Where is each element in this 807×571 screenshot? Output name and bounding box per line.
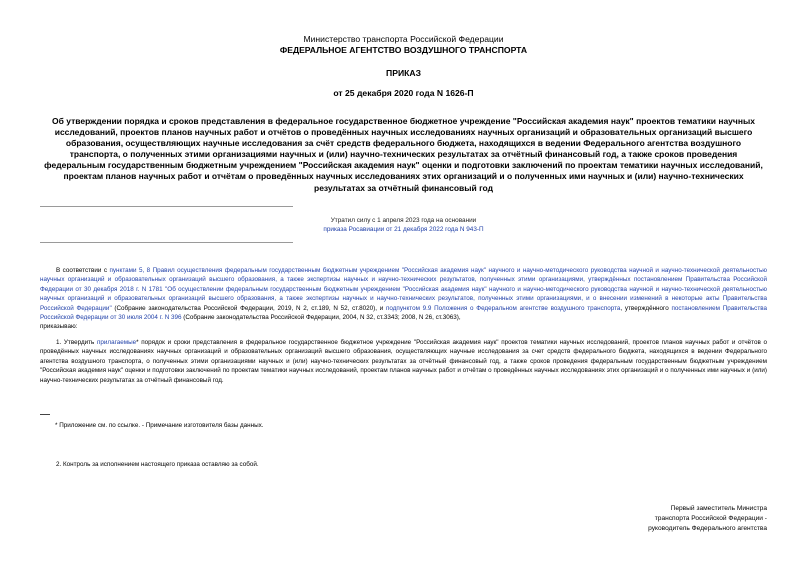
- expiry-notice: [0, 216, 807, 234]
- paragraph-approve-text-1: 1. Утвердить: [56, 339, 97, 346]
- order-label: ПРИКАЗ: [386, 68, 421, 78]
- signature-line-3: руководитель Федерального агентства: [648, 525, 767, 532]
- attached-procedure-link[interactable]: прилагаемые: [96, 339, 137, 346]
- document-header: [0, 34, 807, 56]
- footnote-divider: [40, 414, 50, 415]
- paragraph-basis-text-3: , утверждённого: [620, 304, 672, 312]
- paragraph-approve-text-2: * порядок и сроки представления в федеральное государственное бюджетное учреждение "Российская академия наук" проектов тематики научных исследований, проектов планов научных работ и отчётов о проведённых научных исследованиях научных организаций и образовательных организаций высшего образования, осуществляющих научные исследования за счет средств федерального бюджета, находящихся в ведении Федерального агентства воздушного транспорта, о полученных этими организациями научных и (или) научно-технических результатах за отчётный финансовый год, а также сроков проведения федеральным государственным бюджетным учреждением "Российская академия наук" оценки и подготовки заключений по проектам тематики научных исследований, проектам планов научных работ и отчётам о проведённых научных исследованиях этих организаций и о полученных ими научных и (или) научно-технических результатах за отчётный финансовый год.: [40, 339, 767, 384]
- paragraph-approve: [40, 338, 767, 385]
- signature-line-1: Первый заместитель Министра: [670, 505, 767, 512]
- government-decree-link[interactable]: постановлением Правительства Российской Федерации от 30 июля 2004 г. N 396: [40, 304, 767, 322]
- paragraph-basis: [40, 266, 767, 322]
- divider-top: [40, 206, 293, 207]
- expiry-notice-text: Утратил силу с 1 апреля 2023 года на основании: [330, 217, 477, 224]
- ministry-name: Министерство транспорта Российской Федерации: [303, 34, 504, 44]
- paragraph-control: 2. Контроль за исполнением настоящего приказа оставляю за собой.: [56, 461, 259, 468]
- rules-link[interactable]: пунктами 5, 8 Правил осуществления федеральным государственным бюджетным учреждением "Российская академия наук" научного и научно-методического руководства научной и научно-технической деятельностью научных организаций и образовательных организаций высшего образования, а также экспертизы научных и научно-технических результатов, полученных этими организациями, утверждённых постановлением Правительства Российской Федерации от 30 декабря 2018 г. N 1781 "Об осуществлении федеральным государственным бюджетным учреждением "Российская академия наук" научного и научно-методического руководства научной и научно-технической деятельностью научных организаций и образовательных организаций высшего образования, а также экспертизы научных и научно-технических результатов, полученных этими организациями, и о внесении изменений в некоторые акты Правительства Российской Федерации": [40, 267, 767, 312]
- paragraph-basis-text-1: В соответствии с: [56, 267, 110, 274]
- order-date: от 25 декабря 2020 года N 1626-П: [333, 88, 474, 98]
- paragraph-basis-text-2: (Собрание законодательства Российской Федерации, 2019, N 2, ст.189, N 52, ст.8020), и: [111, 304, 386, 312]
- footnote: * Приложение см. по ссылке. - Примечание изготовителя базы данных.: [55, 422, 264, 429]
- document-title: Об утверждении порядка и сроков представления в федеральное государственное бюджетное учреждение "Российская академия наук" проектов тематики научных исследований, проектов планов научных работ и отчётов о проведённых научных исследованиях научных организаций и образовательных организаций высшего образования, осуществляющих научные исследования за счёт средств федерального бюджета, находящихся в ведении Федерального агентства воздушного транспорта, о полученных этими организациями научных и (или) научно-технических результатах за отчётный финансовый год, а также сроков проведения федеральным государственным бюджетным учреждением "Российская академия наук" оценки и подготовки заключений по проектам тематики научных исследований, проектам планов научных работ и отчётам о проведённых научных исследованиях этих организаций и о полученных ими научных и (или) научно-технических результатах за отчётный финансовый год: [44, 116, 763, 193]
- paragraph-basis-text-4: (Собрание законодательства Российской Федерации, 2004, N 32, ст.3343; 2008, N 26, ст.3063),: [181, 314, 461, 322]
- order-word: приказываю:: [40, 323, 78, 330]
- signature-line-2: транспорта Российской Федерации -: [654, 515, 767, 522]
- expiry-order-link[interactable]: приказа Росавиации от 21 декабря 2022 года N 943-П: [323, 226, 484, 233]
- divider-bottom: [40, 242, 293, 243]
- signature-block: [648, 504, 767, 534]
- regulation-link[interactable]: подпунктом 9.9 Положения о Федеральном агентстве воздушного транспорта: [385, 304, 621, 312]
- agency-name: ФЕДЕРАЛЬНОЕ АГЕНТСТВО ВОЗДУШНОГО ТРАНСПОРТА: [279, 45, 528, 55]
